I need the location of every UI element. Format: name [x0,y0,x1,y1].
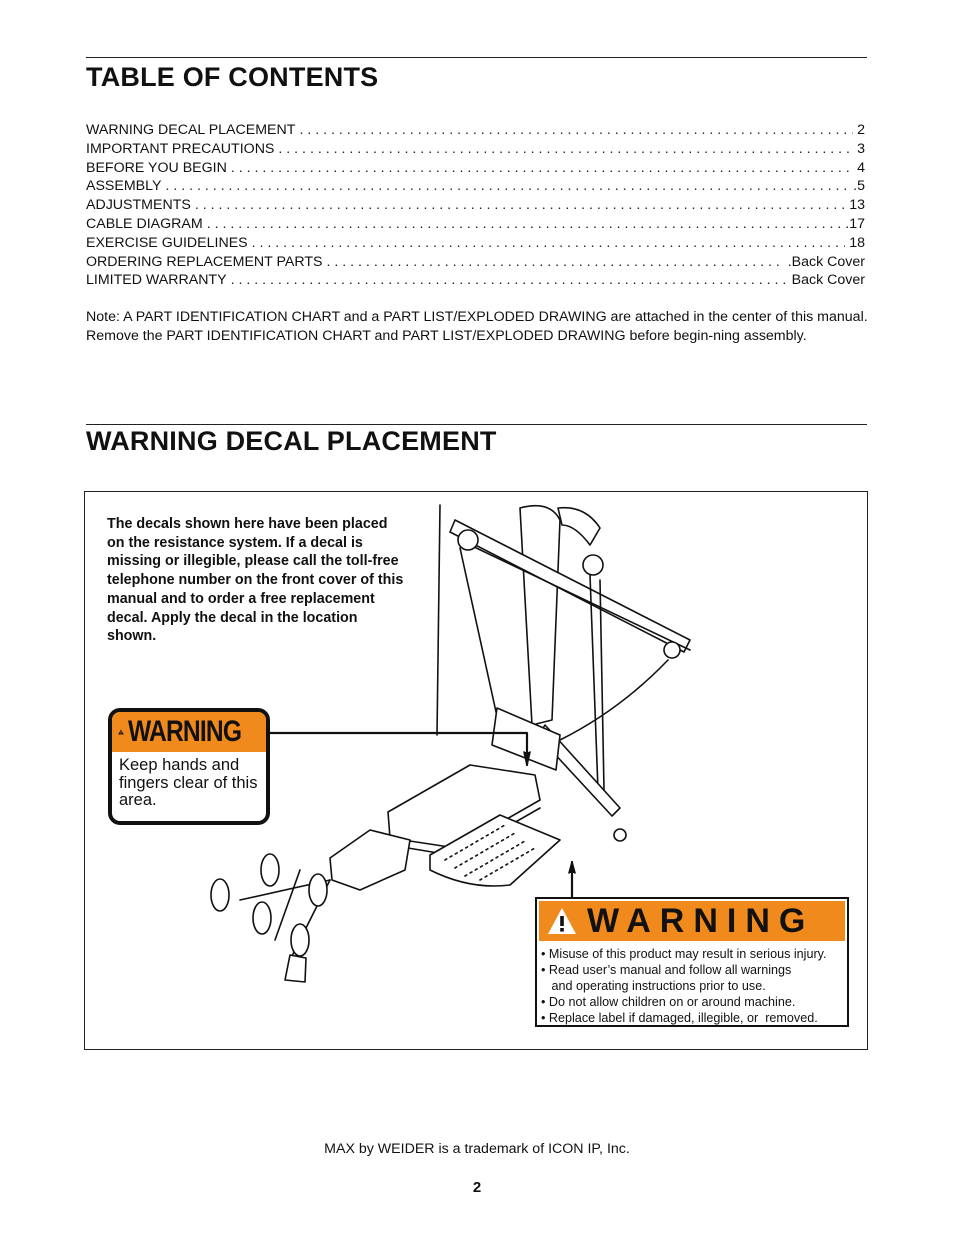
power-rod-edge [470,545,690,650]
toc-heading: TABLE OF CONTENTS [86,62,379,92]
large-warning-item: • Read user’s manual and follow all warnings [541,963,792,977]
leg-roller [211,879,229,911]
pulley-wheel [664,642,680,658]
toc-entry-page: 2 [857,122,865,138]
decal-pointer-line [270,733,527,765]
toc-entry-title: IMPORTANT PRECAUTIONS [86,140,275,157]
leg-roller [261,854,279,886]
pulley-wheel [583,555,603,575]
toc-entry-page: 4 [857,159,865,176]
large-warning-item: • Do not allow children on or around machine. [541,995,796,1009]
toc-entry-page: .17 [845,215,865,232]
upright-column [520,506,560,725]
large-warning-word: WARNING [587,901,815,940]
leg-roller [309,874,327,906]
large-warning-item: • Misuse of this product may result in serious injury. [541,947,827,961]
toc-entry-title: ORDERING REPLACEMENT PARTS [86,253,323,270]
cable-line [437,505,440,735]
decal-pointer-arrow [569,862,575,873]
toc-entry-title: ASSEMBLY [86,178,162,195]
large-warning-decal [535,897,849,1027]
toc-entry-title: CABLE DIAGRAM [86,215,203,232]
toc-entry-page: Back Cover [791,272,865,289]
warning-triangle-icon [547,907,577,935]
large-warning-item: • Replace label if damaged, illegible, or removed. [541,1011,818,1025]
trademark-notice: MAX by WEIDER is a trademark of ICON IP, Inc. [324,1141,630,1157]
upright-top-arm [558,508,600,545]
large-warning-band [537,899,847,943]
cable-line [460,548,500,730]
toc-entry-title: LIMITED WARRANTY [86,272,227,289]
toc-entry-title: EXERCISE GUIDELINES [86,234,248,251]
toc-entry-title: BEFORE YOU BEGIN [86,159,227,176]
small-warning-message: Keep hands and fingers clear of this area. [119,756,258,809]
toc-entry-page: 18 [849,234,865,251]
leg-roller [253,902,271,934]
toc-entry-title: ADJUSTMENTS [86,197,191,214]
cable-line [560,660,668,740]
decal-intro-text: The decals shown here have been placed on the resistance system. If a decal is missing or illegible, please call the toll-free telephone number on the front cover of this manual and to order a free replacement decal. Apply the decal in the location shown. [107,516,404,645]
small-warning-word: WARNING [128,715,242,748]
toc-entry-page: .Back Cover [787,253,865,270]
toc-entry-page: .5 [853,178,865,195]
toc-entry-title: WARNING DECAL PLACEMENT [86,122,296,138]
toc-note: Note: A PART IDENTIFICATION CHART and a PART LIST/EXPLODED DRAWING are attached in the center of this manual. Remove the PART IDENTIFICATION CHART and PART LIST/EXPLODED DRAWING before begin-ning assembly. [86,309,868,344]
pulley-wheel [458,530,478,550]
decal-section-heading: WARNING DECAL PLACEMENT [86,426,497,456]
warning-triangle-icon [118,720,124,744]
brush-foot [285,955,306,982]
rail-end-cap [614,829,626,841]
large-warning-list [537,946,847,1026]
small-warning-decal [108,708,270,825]
leg-roller [291,924,309,956]
large-warning-item: and operating instructions prior to use. [541,979,766,993]
small-warning-band [112,712,266,752]
page-number: 2 [472,1179,482,1196]
front-seat-pad [330,830,410,890]
decal-pointer-arrow [524,752,530,765]
toc-entry-page: 3 [857,140,865,157]
toc-entry-page: 13 [849,197,865,214]
